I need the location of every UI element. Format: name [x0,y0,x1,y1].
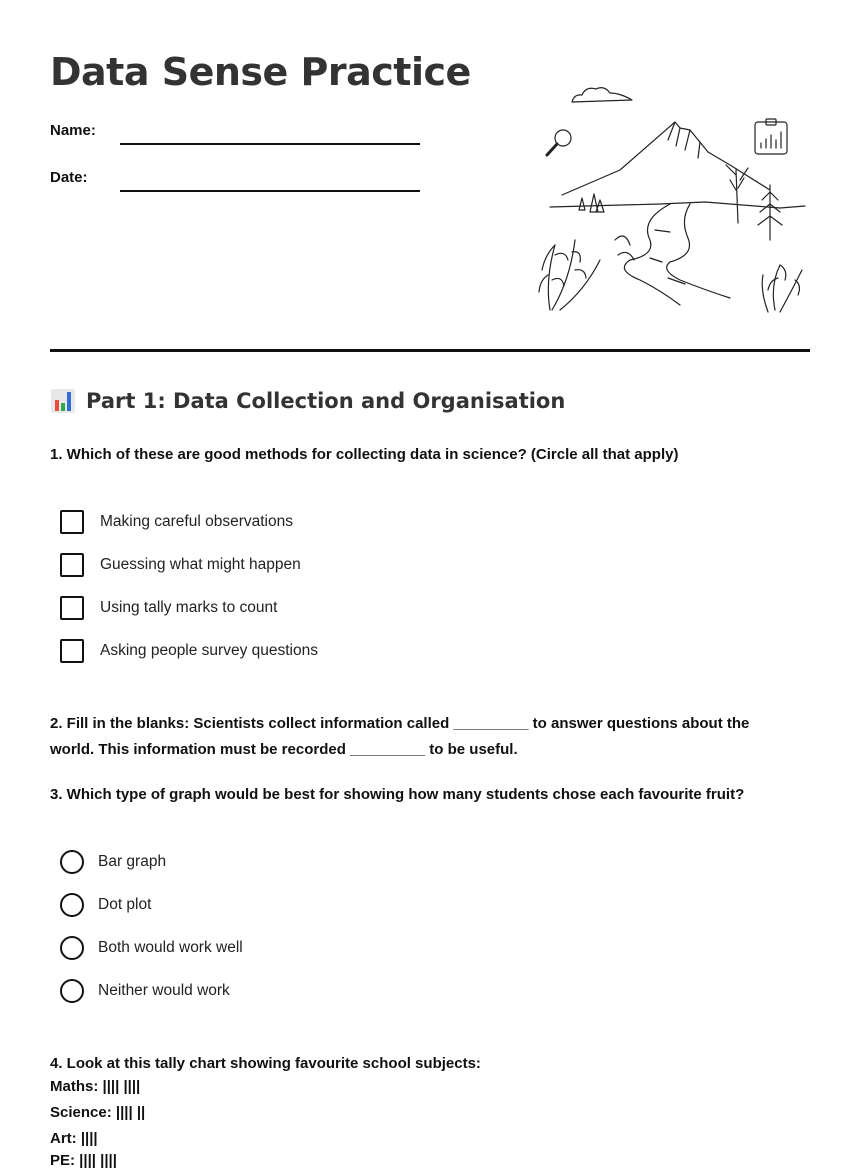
tally-row: PE: |||| |||| [50,1152,117,1169]
tally-row: Science: |||| || [50,1104,146,1121]
radio-option[interactable] [60,936,243,960]
question-4: 4. Look at this tally chart showing favourite school subjects: [50,1055,481,1072]
checkbox[interactable] [60,639,84,663]
radio-option[interactable] [60,893,151,917]
section-heading [50,388,565,414]
option-label: Guessing what might happen [100,556,301,573]
mountain-icon [562,122,770,195]
radio-button[interactable] [60,979,84,1003]
option-label: Dot plot [98,896,152,913]
date-label: Date: [50,169,88,186]
name-field[interactable] [120,143,420,145]
radio-option[interactable] [60,850,166,874]
radio-button[interactable] [60,936,84,960]
checkbox[interactable] [60,596,84,620]
radio-button[interactable] [60,850,84,874]
option-label: Using tally marks to count [100,599,278,616]
tally-row: Art: |||| [50,1130,98,1147]
option-label: Making careful observations [100,513,293,530]
cloud-icon [572,88,632,102]
radio-button[interactable] [60,893,84,917]
landscape-illustration [530,80,810,320]
river-icon [624,204,730,305]
name-label: Name: [50,122,96,139]
option-label: Both would work well [98,939,243,956]
section-heading-text: Part 1: Data Collection and Organisation [86,389,566,413]
question-3: 3. Which type of graph would be best for showing how many students chose each favourite fruit? [50,786,745,803]
checkbox-option[interactable] [60,596,277,620]
bar-chart-icon [50,388,76,414]
checkbox-option[interactable] [60,510,293,534]
tally-row: Maths: |||| |||| [50,1078,141,1095]
option-label: Neither would work [98,982,230,999]
page-title: Data Sense Practice [50,50,471,94]
option-label: Asking people survey questions [100,642,318,659]
checkbox-option[interactable] [60,639,318,663]
checkbox[interactable] [60,553,84,577]
question-1: 1. Which of these are good methods for collecting data in science? (Circle all that apply) [50,446,679,463]
question-2-line-1: 2. Fill in the blanks: Scientists collect information called _________ to answer questions about the [50,715,750,732]
option-label: Bar graph [98,853,167,870]
checkbox[interactable] [60,510,84,534]
radio-option[interactable] [60,979,230,1003]
clipboard-chart-icon [755,119,787,154]
section-divider [50,349,810,352]
question-2-line-2: world. This information must be recorded _________ to be useful. [50,741,518,758]
checkbox-option[interactable] [60,553,301,577]
magnifier-icon [547,130,571,155]
date-field[interactable] [120,190,420,192]
